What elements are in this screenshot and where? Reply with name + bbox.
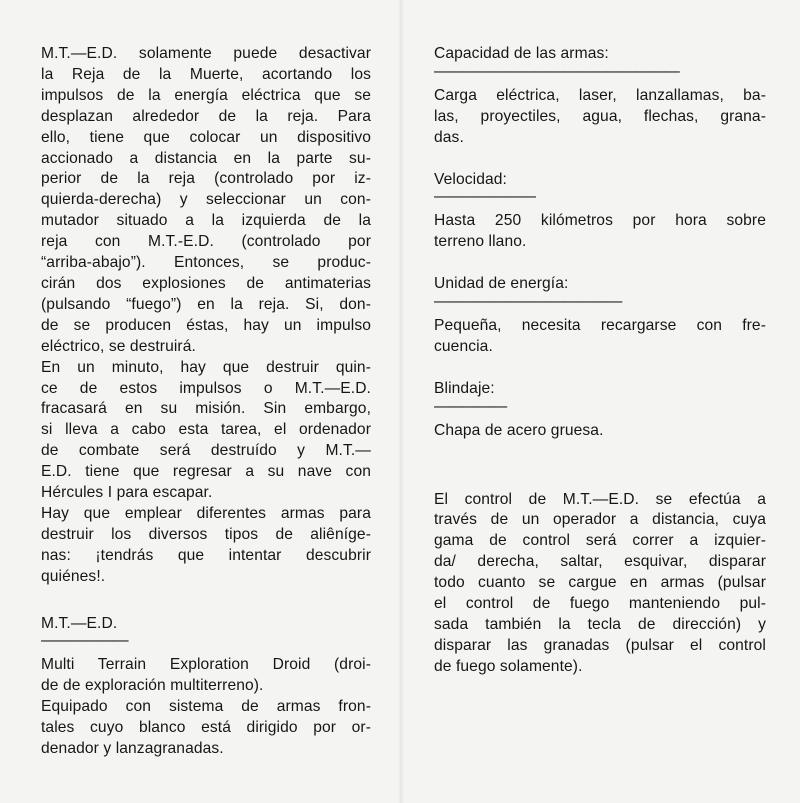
text-line: Equipado con sistema de armas fron- [41,698,371,716]
text-line: quierda-derecha) y seleccionar un con- [41,191,371,209]
text-line: Pequeña, necesita recargarse con fre- [434,316,766,334]
text-line: M.T.—E.D. solamente puede desactivar [41,45,371,62]
text-line: reja con M.T.-E.D. (controlado por [41,233,371,251]
text-line: ce de estos impulsos o M.T.—E.D. [41,379,371,397]
text-line: nas: ¡tendrás que intentar descubrir [41,546,371,564]
text-line: Chapa de acero gruesa. [434,421,604,439]
text-line: accionado a distancia en la parte su- [41,149,371,167]
section-heading-energia: Unidad de energía: [434,275,569,293]
heading-underline: ——————— [434,188,535,206]
text-line: través de un operador a distancia, cuya [434,511,766,529]
text-line: El control de M.T.—E.D. se efectúa a [434,490,766,508]
text-line: de se producen éstas, hay un impulso [41,316,371,334]
paragraph-energia [434,316,766,358]
text-line: el control de fuego manteniendo pul- [434,595,766,613]
text-line: E.D. tiene que regresar a su nave con [41,463,371,481]
text-line: de de exploración multiterreno). [41,677,264,695]
text-line: tales cuyo blanco está dirigido por or- [41,719,371,737]
text-line: eléctrico, se destruirá. [41,337,196,355]
heading-underline: ————— [434,397,506,415]
section-heading-armas: Capacidad de las armas: [434,45,609,62]
text-line: Hércules I para escapar. [41,484,213,502]
text-line: terreno llano. [434,233,527,251]
paragraph-droid [41,655,371,697]
text-line: disparar las granadas (pulsar el control [434,636,766,654]
right-column [434,44,766,678]
paragraph-equipado [41,697,371,760]
text-line: desplazan alrededor de la reja. Para [41,107,371,125]
paragraph-blindaje [434,421,766,442]
text-line: destruir los diversos tipos de aliêníge- [41,525,371,543]
text-line: de fuego solamente). [434,657,583,675]
paragraph-armas-list [434,86,766,149]
text-line: sada también la tecla de dirección) y [434,615,766,633]
text-line: Hay que emplear diferentes armas para [41,504,371,522]
paragraph-control [434,490,766,678]
text-line: de combate será destruído y M.T.— [41,442,371,460]
section-heading-mted: M.T.—E.D. [41,614,118,632]
text-line: impulsos de la energía eléctrica que se [41,86,371,104]
text-line: ello, tiene que colocar un dispositivo [41,128,371,146]
text-line: cuencia. [434,337,493,355]
text-line: cirán dos explosiones de antimaterias [41,274,371,292]
left-column [41,44,371,760]
heading-underline: ————————————— [434,293,622,311]
text-line: “arriba-abajo”). Entonces, se produc- [41,254,371,272]
text-line: (pulsando “fuego”) en la reja. Si, don- [41,295,371,313]
text-line: mutador situado a la izquierda de la [41,212,371,230]
heading-underline: ————————————————— [434,62,679,80]
paragraph-velocidad [434,211,766,253]
text-line: da/ derecha, saltar, esquivar, disparar [434,553,766,571]
text-line: En un minuto, hay que destruir quin- [41,358,371,376]
paragraph-minuto [41,358,371,504]
paragraph-armas [41,504,371,588]
text-line: quiénes!. [41,567,106,585]
section-heading-blindaje: Blindaje: [434,379,495,397]
text-line: das. [434,128,464,146]
text-line: todo cuanto se cargue en armas (pulsar [434,574,766,592]
text-line: Multi Terrain Exploration Droid (droi- [41,656,371,674]
text-line: Hasta 250 kilómetros por hora sobre [434,212,766,230]
text-line: las, proyectiles, agua, flechas, grana- [434,107,766,125]
text-line: perior de la reja (controlado por iz- [41,170,371,188]
section-heading-velocidad: Velocidad: [434,170,507,188]
text-line: denador y lanzagranadas. [41,740,224,757]
paragraph-reja [41,44,371,358]
text-line: Carga eléctrica, laser, lanzallamas, ba- [434,86,766,104]
text-line: si lleva a cabo esta tarea, el ordenador [41,421,371,439]
text-line: gama de control será correr a izquier- [434,532,766,550]
text-line: la Reja de la Muerte, acortando los [41,65,371,83]
page-fold [398,0,404,803]
heading-underline: —————— [41,632,128,650]
text-line: fracasará en su misión. Sin embargo, [41,400,371,418]
